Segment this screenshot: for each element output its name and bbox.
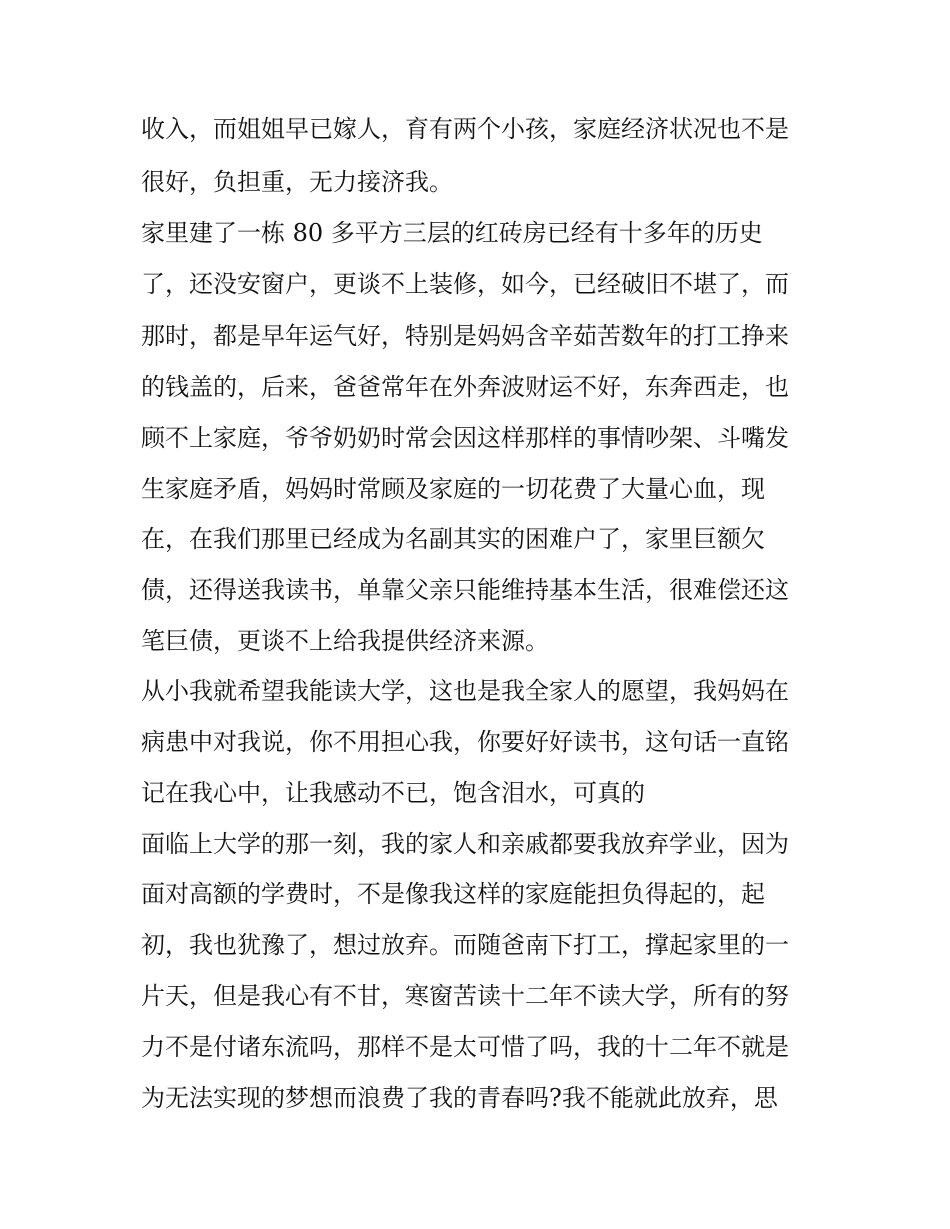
text-line: 为无法实现的梦想而浪费了我的青春吗?我不能就此放弃，思	[141, 1084, 778, 1112]
text-line: 从小我就希望我能读大学，这也是我全家人的愿望，我妈妈在	[141, 677, 789, 705]
text-line: 顾不上家庭，爷爷奶奶时常会因这样那样的事情吵架、斗嘴发	[141, 424, 789, 452]
text-line: 面临上大学的那一刻，我的家人和亲戚都要我放弃学业，因为	[141, 830, 789, 858]
text-line: 生家庭矛盾，妈妈时常顾及家庭的一切花费了大量心血，现	[141, 475, 765, 503]
text-line: 笔巨债，更谈不上给我提供经济来源。	[141, 627, 549, 655]
text-line: 很好，负担重，无力接济我。	[141, 168, 453, 196]
text-line: 家里建了一栋 80 多平方三层的红砖房已经有十多年的历史	[141, 219, 763, 247]
text-line: 面对高额的学费时，不是像我这样的家庭能担负得起的，起	[141, 880, 765, 908]
text-line: 那时，都是早年运气好，特别是妈妈含辛茹苦数年的打工挣来	[141, 322, 789, 350]
text-line: 收入，而姐姐早已嫁人，育有两个小孩，家庭经济状况也不是	[141, 115, 789, 143]
text-line: 债，还得送我读书，单靠父亲只能维持基本生活，很难偿还这	[141, 576, 789, 604]
text-line: 了，还没安窗户，更谈不上装修，如今，已经破旧不堪了，而	[141, 270, 789, 298]
text-line: 的钱盖的，后来，爸爸常年在外奔波财运不好，东奔西走，也	[141, 373, 789, 401]
text-line: 记在我心中，让我感动不已，饱含泪水，可真的	[141, 779, 645, 807]
text-line: 片天，但是我心有不甘，寒窗苦读十二年不读大学，所有的努	[141, 982, 789, 1010]
text-line: 病患中对我说，你不用担心我，你要好好读书，这句话一直铭	[141, 728, 789, 756]
text-line: 初，我也犹豫了，想过放弃。而随爸南下打工，撑起家里的一	[141, 931, 789, 959]
text-line: 在，在我们那里已经成为名副其实的困难户了，家里巨额欠	[141, 525, 765, 553]
text-line: 力不是付诸东流吗，那样不是太可惜了吗，我的十二年不就是	[141, 1033, 789, 1061]
